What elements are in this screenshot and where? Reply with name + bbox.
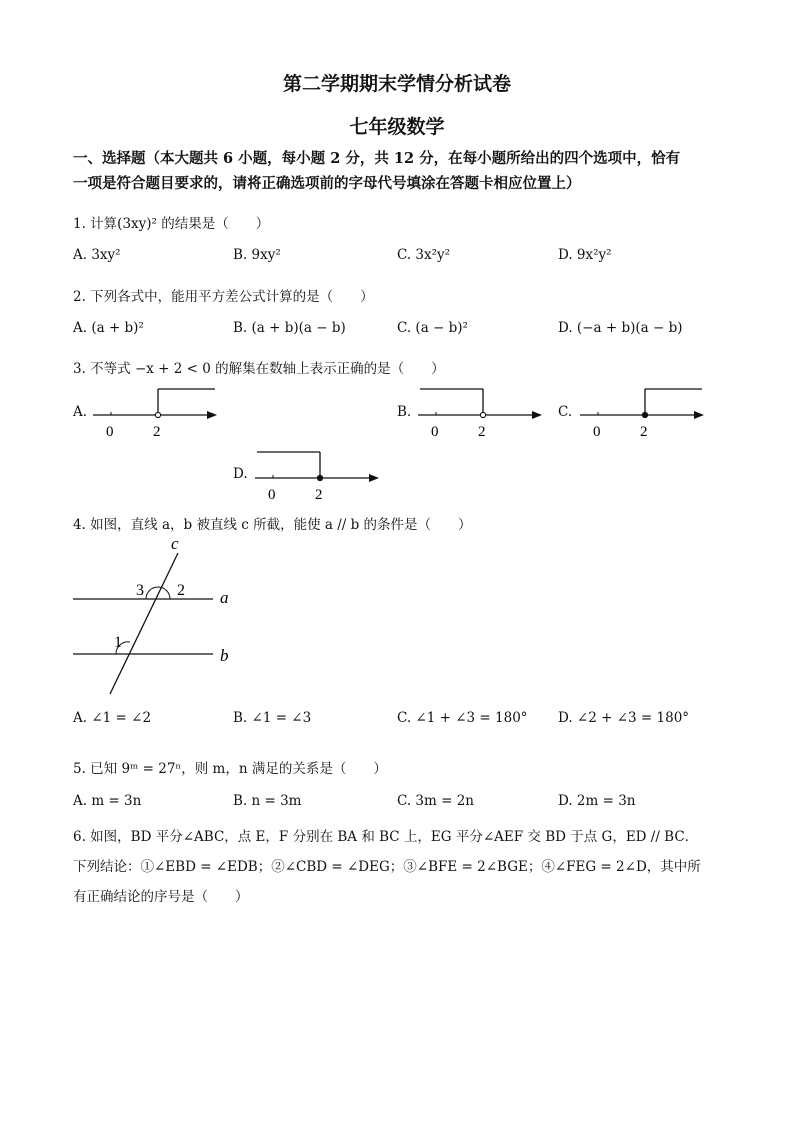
question-1-option-a[interactable]: A. 3xy²	[73, 247, 121, 263]
question-6-line2: 下列结论：①∠EBD = ∠EDB；②∠CBD = ∠DEG；③∠BFE = 2∠BGE；④∠FEG = 2∠D，其中所	[73, 859, 701, 875]
label-angle-2: 2	[177, 582, 185, 599]
question-4-option-c[interactable]: C. ∠1 + ∠3 = 180°	[397, 710, 528, 726]
label-angle-3: 3	[136, 582, 144, 599]
tick-label-zero: 0	[593, 424, 601, 440]
question-2-option-b[interactable]: B. (a + b)(a − b)	[233, 320, 346, 336]
question-3-option-a[interactable]: A.	[73, 404, 88, 420]
question-2-stem: 2. 下列各式中，能用平方差公式计算的是（ ）	[73, 289, 374, 305]
tick-label-zero: 0	[431, 424, 439, 440]
question-2-option-d[interactable]: D. (−a + b)(a − b)	[558, 320, 683, 336]
tick-label-two: 2	[153, 424, 161, 440]
label-line-b: b	[220, 646, 229, 665]
tick-label-two: 2	[478, 424, 486, 440]
label-angle-1: 1	[114, 634, 122, 651]
section-heading-line2: 一项是符合题目要求的，请将正确选项前的字母代号填涂在答题卡相应位置上）	[73, 175, 581, 192]
question-1-stem: 1. 计算(3xy)² 的结果是（ ）	[73, 216, 270, 232]
question-3-option-b[interactable]: B.	[397, 404, 412, 420]
question-3-option-c[interactable]: C.	[558, 404, 573, 420]
question-4-option-a[interactable]: A. ∠1 = ∠2	[73, 710, 152, 726]
number-line-d	[255, 448, 385, 503]
question-2-option-a[interactable]: A. (a + b)²	[73, 320, 144, 336]
number-line-a	[93, 385, 223, 440]
tick-label-two: 2	[640, 424, 648, 440]
tick-label-zero: 0	[106, 424, 114, 440]
question-6-line1: 6. 如图，BD 平分∠ABC，点 E，F 分别在 BA 和 BC 上，EG 平分∠AEF 交 BD 于点 G，ED // BC．	[73, 829, 699, 845]
question-4-stem: 4. 如图，直线 a，b 被直线 c 所截，能使 a // b 的条件是（ ）	[73, 517, 472, 533]
question-4-option-b[interactable]: B. ∠1 = ∠3	[233, 710, 312, 726]
question-5-option-c[interactable]: C. 3m = 2n	[397, 793, 474, 809]
question-5-option-d[interactable]: D. 2m = 3n	[558, 793, 636, 809]
question-1-option-b[interactable]: B. 9xy²	[233, 247, 281, 263]
page-title: 第二学期期末学情分析试卷	[282, 73, 511, 95]
question-4-option-d[interactable]: D. ∠2 + ∠3 = 180°	[558, 710, 690, 726]
question-5-option-b[interactable]: B. n = 3m	[233, 793, 302, 809]
number-line-c	[580, 385, 710, 440]
tick-label-zero: 0	[268, 487, 276, 503]
label-line-c: c	[171, 534, 179, 553]
parallel-lines-figure	[70, 534, 240, 702]
question-3-stem: 3. 不等式 −x + 2 < 0 的解集在数轴上表示正确的是（ ）	[73, 361, 445, 377]
question-6-line3: 有正确结论的序号是（ ）	[73, 889, 249, 905]
page-subtitle: 七年级数学	[349, 116, 445, 138]
question-3-option-d[interactable]: D.	[233, 466, 248, 482]
tick-label-two: 2	[315, 487, 323, 503]
label-line-a: a	[220, 588, 229, 607]
question-5-option-a[interactable]: A. m = 3n	[73, 793, 142, 809]
question-5-stem: 5. 已知 9ᵐ = 27ⁿ，则 m，n 满足的关系是（ ）	[73, 761, 387, 777]
number-line-b	[418, 385, 548, 440]
question-2-option-c[interactable]: C. (a − b)²	[397, 320, 468, 336]
question-1-option-d[interactable]: D. 9x²y²	[558, 247, 612, 263]
question-1-option-c[interactable]: C. 3x²y²	[397, 247, 451, 263]
section-heading-line1: 一、选择题（本大题共 6 小题，每小题 2 分，共 12 分，在每小题所给出的四个选项中，恰有	[73, 150, 681, 167]
